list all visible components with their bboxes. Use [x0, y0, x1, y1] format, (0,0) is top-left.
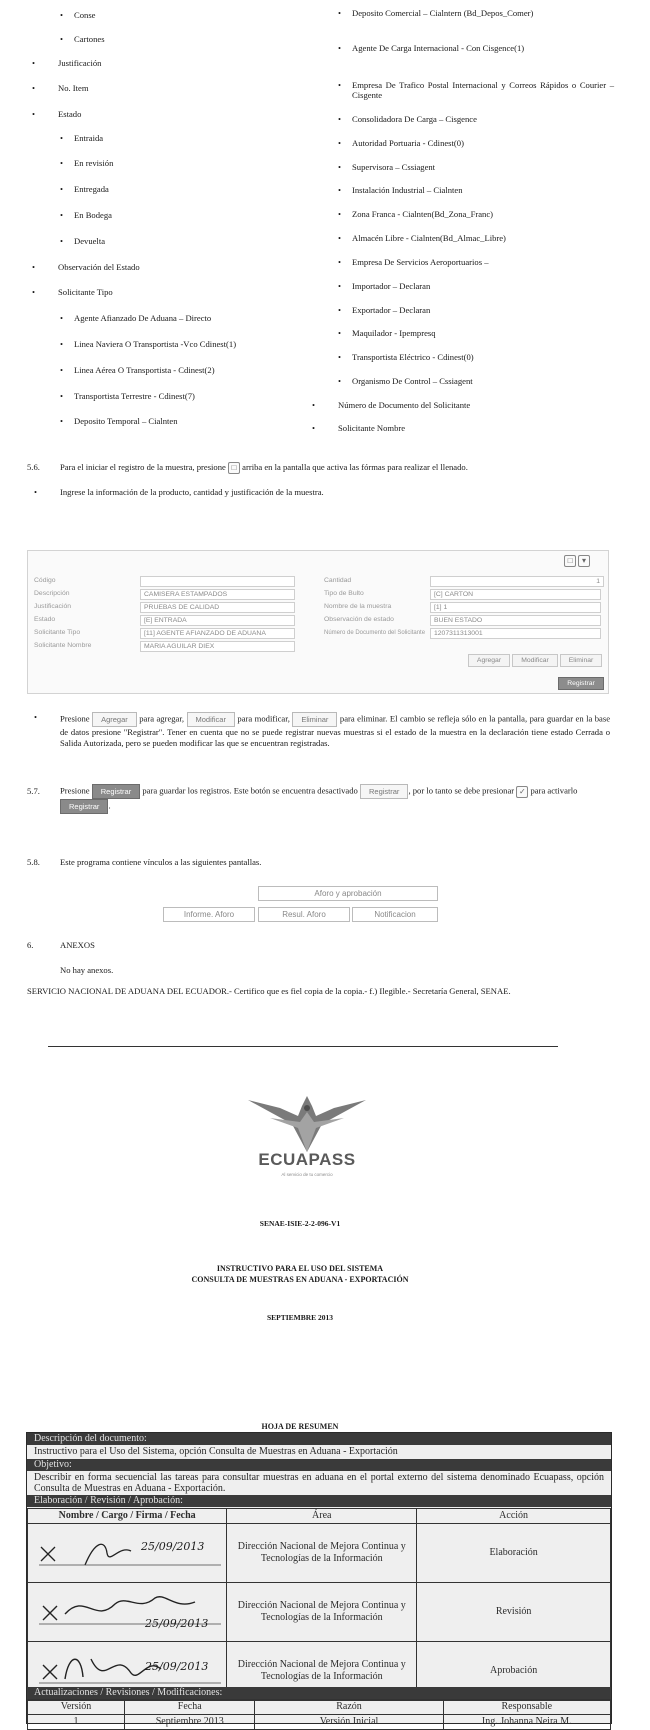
form-row-solicitante-tipo: Solicitante Tipo [11] AGENTE AFIANZADO DE ADUANA [28, 628, 318, 639]
list-item: • Organismo De Control – Cssiagent [352, 376, 473, 386]
notificacion-link[interactable]: Notificacion [352, 907, 438, 922]
list-item: • Supervisora – Cssiagent [352, 162, 435, 172]
header-area: Área [227, 1509, 417, 1524]
table-row: 1 Septiembre 2013 Versión Inicial Ing. Johanna Neira M. [28, 1714, 611, 1729]
header-nombre: Nombre / Cargo / Firma / Fecha [28, 1509, 227, 1524]
cantidad-input[interactable]: 1 [430, 576, 604, 587]
step-number: 5.6. [27, 462, 40, 472]
list-item: • Instalación Industrial – Cialnten [352, 185, 463, 195]
new-record-icon[interactable]: □ [228, 462, 240, 474]
modificar-button[interactable]: Modificar [187, 712, 235, 727]
codigo-input[interactable] [140, 576, 295, 587]
tipo-bulto-select[interactable]: [C] CARTON [430, 589, 601, 600]
list-item: • Maquilador - Ipempresq [352, 328, 436, 338]
section-label: Elaboración / Revisión / Aprobación: [27, 1495, 611, 1507]
section-title: ANEXOS [60, 940, 95, 950]
action-cell: Elaboración [417, 1523, 611, 1582]
step-number: 5.7. [27, 786, 40, 796]
document-code: SENAE-ISIE-2-2-096-V1 [259, 1219, 341, 1228]
section-number: 6. [27, 940, 34, 950]
num-documento-input[interactable]: 1207311313001 [430, 628, 601, 639]
solicitante-tipo-select[interactable]: [11] AGENTE AFIANZADO DE ADUANA [140, 628, 295, 639]
list-item: • Consolidadora De Carga – Cisgence [352, 114, 477, 124]
updates-label: Actualizaciones / Revisiones / Modificaciones: [27, 1687, 611, 1699]
list-item: • Cartones [74, 34, 105, 44]
list-item: • En revisión [74, 158, 113, 168]
resul-aforo-link[interactable]: Resul. Aforo [258, 907, 350, 922]
list-item: • Transportista Eléctrico - Cdinest(0) [352, 352, 474, 362]
list-item: • No. Item [58, 83, 89, 93]
form-row-descripcion: Descripción CAMISERA ESTAMPADOS [28, 589, 318, 600]
list-item: • Autoridad Portuaria - Cdinest(0) [352, 138, 464, 148]
header-accion: Acción [417, 1509, 611, 1524]
signature-box: 25/09/2013 [29, 1643, 225, 1699]
dropdown-icon[interactable]: ▾ [578, 555, 590, 567]
agregar-button[interactable]: Agregar [468, 654, 510, 667]
list-item: • Número de Documento del Solicitante [338, 400, 470, 410]
form-row-justificacion: Justificación PRUEBAS DE CALIDAD [28, 602, 318, 613]
condor-icon [240, 1094, 374, 1156]
table-row [28, 1582, 611, 1641]
cover-date: SEPTIEMBRE 2013 [266, 1313, 334, 1322]
list-item: • Solicitante Nombre [338, 423, 405, 433]
cover-title-1: INSTRUCTIVO PARA EL USO DEL SISTEMA [216, 1264, 384, 1273]
list-item: • Transportista Terrestre - Cdinest(7) [74, 391, 195, 401]
new-record-icon[interactable]: □ [564, 555, 576, 567]
area-cell: Dirección Nacional de Mejora Continua y Tecnologías de la Información [227, 1641, 417, 1700]
signature-box: 25/09/2013 [29, 1525, 225, 1581]
list-item: • En Bodega [74, 210, 112, 220]
form-row-codigo: Código [28, 576, 318, 587]
form-row-solicitante-nombre: Solicitante Nombre MARIA AGUILAR DIEX [28, 641, 318, 652]
list-item: • Observación del Estado [58, 262, 140, 272]
registrar-button[interactable]: Registrar [558, 677, 604, 690]
list-item: • Agente De Carga Internacional - Con Cisgence(1) [352, 43, 614, 53]
form-row-estado: Estado [E] ENTRADA [28, 615, 318, 626]
nombre-muestra-select[interactable]: [1] 1 [430, 602, 601, 613]
divider [48, 1046, 558, 1047]
list-item: • Solicitante Tipo [58, 287, 113, 297]
aforo-aprobacion-link[interactable]: Aforo y aprobación [258, 886, 438, 901]
list-item: • Deposito Comercial – Cialntern (Bd_Depos_Comer) [352, 8, 614, 18]
updates-table: Versión Fecha Razón Responsable 1 Septiembre 2013 Versión Inicial Ing. Johanna Neira M. [27, 1699, 611, 1730]
desc-label: Descripción del documento: [27, 1433, 611, 1445]
form-row-nombre-muestra: Nombre de la muestra [1] 1 [318, 602, 606, 613]
agregar-button[interactable]: Agregar [92, 712, 137, 727]
list-item: • Conse [74, 10, 95, 20]
list-item: • Empresa De Servicios Aeroportuarios – [352, 257, 489, 267]
step-5-6-bullet: • Ingrese la información de la producto, cantidad y justificación de la muestra. [60, 487, 324, 497]
eliminar-button[interactable]: Eliminar [292, 712, 337, 727]
step-number: 5.8. [27, 857, 40, 867]
list-item: • Estado [58, 109, 81, 119]
cover-title-2: CONSULTA DE MUESTRAS EN ADUANA - EXPORTACIÓN [191, 1275, 409, 1284]
list-item: • Agente Afianzado De Aduana – Directo [74, 313, 211, 323]
informe-aforo-link[interactable]: Informe. Aforo [163, 907, 255, 922]
table-row [28, 1523, 611, 1582]
obj-text: Describir en forma secuencial las tareas para consultar muestras en aduana en el portal externo del sistema denominado Ecuapass, opción Consulta de Muestras en Aduana - Exportación. [34, 1472, 604, 1494]
summary-title: HOJA DE RESUMEN [261, 1422, 339, 1431]
step-buttons-explanation: • Presione Agregar para agregar, Modificar para modificar, Eliminar para eliminar. El cambio se refleja sólo en la pantalla, para guardar en la base de datos presione "Registrar". Tener en cuenta que no se puede registrar nuevas muestras si el estado de la muestra en la declaración tiene estado Cerrada o Salida Autorizada, pero se pueden modificar las que se encuentran registradas. [60, 712, 610, 750]
approval-table [27, 1508, 611, 1701]
signature-box: 25/09/2013 [29, 1584, 225, 1640]
area-cell: Dirección Nacional de Mejora Continua y Tecnologías de la Información [227, 1523, 417, 1582]
action-cell: Revisión [417, 1582, 611, 1641]
desc-text: Instructivo para el Uso del Sistema, opción Consulta de Muestras en Aduana - Exportación [34, 1446, 398, 1457]
form-row-observacion: Observación de estado BUEN ESTADO [318, 615, 606, 626]
step-5-8-text: Este programa contiene vínculos a las siguientes pantallas. [60, 857, 262, 867]
anexos-text: No hay anexos. [60, 965, 114, 975]
list-item: • Linea Naviera O Transportista -Vco Cdinest(1) [74, 339, 236, 349]
modificar-button[interactable]: Modificar [512, 654, 558, 667]
logo-tagline: Al servicio de tu comercio [281, 1172, 333, 1177]
form-row-tipo-bulto: Tipo de Bulto [C] CARTON [318, 589, 606, 600]
list-item: • Linea Aérea O Transportista - Cdinest(2) [74, 365, 215, 375]
summary-sheet [26, 1432, 612, 1727]
list-item: • Almacén Libre - Cialnten(Bd_Almac_Libre) [352, 233, 506, 243]
logo-text: ECUAPASS [258, 1150, 356, 1169]
list-item: • Exportador – Declaran [352, 305, 430, 315]
descripcion-input[interactable]: CAMISERA ESTAMPADOS [140, 589, 295, 600]
list-item: • Deposito Temporal – Cialnten [74, 416, 178, 426]
registrar-disabled-button: Registrar [360, 784, 408, 799]
certification-text: SERVICIO NACIONAL DE ADUANA DEL ECUADOR.- Certifico que es fiel copia de la copia.- f.) Ilegible.- Secretaría General, SENAE. [27, 986, 511, 996]
observacion-input[interactable]: BUEN ESTADO [430, 615, 601, 626]
list-item: • Importador – Declaran [352, 281, 430, 291]
sample-form-panel [27, 550, 609, 694]
checkbox-icon[interactable]: ✓ [516, 786, 528, 798]
ecuapass-logo [240, 1094, 374, 1182]
registrar-button[interactable]: Registrar [92, 784, 140, 799]
area-cell: Dirección Nacional de Mejora Continua y Tecnologías de la Información [227, 1582, 417, 1641]
panel-toolbar [564, 555, 590, 567]
list-item: • Entraida [74, 133, 103, 143]
list-item: • Justificación [58, 58, 101, 68]
list-item: • Devuelta [74, 236, 105, 246]
justificacion-input[interactable]: PRUEBAS DE CALIDAD [140, 602, 295, 613]
step-5-7-text: Presione Registrar para guardar los registros. Este botón se encuentra desactivado Registrar , por lo tanto se debe presionar ✓ para activarlo Registrar . [60, 784, 610, 814]
form-row-num-documento: Número de Documento del Solicitante 1207311313001 [318, 628, 606, 639]
eliminar-button[interactable]: Eliminar [560, 654, 602, 667]
form-row-cantidad: Cantidad 1 [318, 576, 606, 587]
estado-select[interactable]: [E] ENTRADA [140, 615, 295, 626]
obj-label: Objetivo: [27, 1459, 611, 1471]
list-item: • Entregada [74, 184, 109, 194]
list-item: • Empresa De Trafico Postal Internacional y Correos Rápidos o Courier – Cisgente [352, 80, 614, 100]
solicitante-nombre-input[interactable]: MARIA AGUILAR DIEX [140, 641, 295, 652]
action-cell: Aprobación [417, 1641, 611, 1700]
registrar-button[interactable]: Registrar [60, 799, 108, 814]
step-5-6-text: Para el iniciar el registro de la muestra, presione □ arriba en la pantalla que activa las fórmas para realizar el llenado. [60, 462, 468, 473]
list-item: • Zona Franca - Cialnten(Bd_Zona_Franc) [352, 209, 493, 219]
